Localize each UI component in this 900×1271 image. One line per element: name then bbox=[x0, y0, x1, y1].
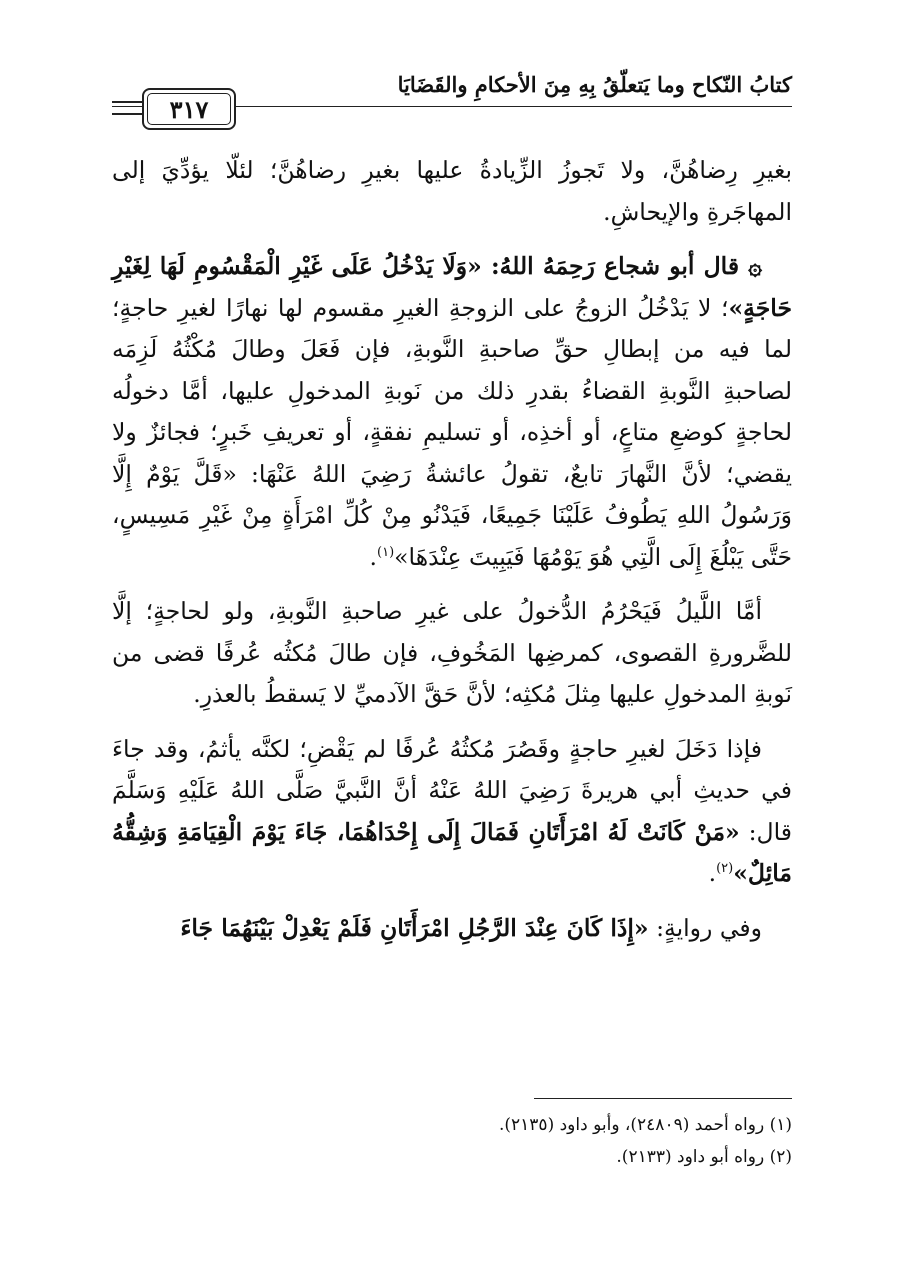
text-segment: بغيرِ رِضاهُنَّ، ولا تَجوزُ الزِّيادةُ عليها بغيرِ رضاهُنَّ؛ لئلّا يؤدِّيَ إلى المهاجَرةِ والإيحاشِ. bbox=[112, 156, 792, 226]
paragraph bbox=[112, 729, 792, 895]
footnote-1: (١) رواه أحمد (٢٤٨٠٩)، وأبو داود (٢١٣٥). bbox=[498, 1115, 792, 1135]
page-number: ٣١٧ bbox=[169, 94, 209, 124]
matn-heading: ۞ قال أبو شجاع رَحِمَهُ اللهُ: «وَلَا يَدْخُلُ عَلَى غَيْرِ الْمَقْسُومِ لَهَا لِغَيْرِ حَاجَةٍ» bbox=[112, 252, 792, 322]
text-segment: . bbox=[708, 859, 717, 887]
text-segment: وفي روايةٍ: bbox=[648, 913, 762, 942]
paragraph bbox=[112, 591, 792, 716]
hadith-quote: «مَنْ كَانَتْ لَهُ امْرَأَتَانِ فَمَالَ إِلَى إِحْدَاهُمَا، جَاءَ يَوْمَ الْقِيَامَةِ وَشِقُّهُ مَائِلٌ» bbox=[112, 817, 792, 887]
footnote-divider bbox=[534, 1098, 792, 1099]
text-segment: ؛ لا يَدْخُلُ الزوجُ على الزوجةِ الغيرِ مقسوم لها نهارًا لغيرِ حاجةٍ؛ لما فيه من إبطالِ حقِّ صاحبةِ النَّوبةِ، فإن فَعَلَ وطالَ مُكْثُهُ لَزِمَه لصاحبةِ النَّوبةِ القضاءُ بقدرِ ذلك من نَوبةِ المدخولِ عليها، أمَّا دخولُه لحاجةٍ كوضعِ متاعٍ، أو أخذِه، أو تسليمِ نفقةٍ، أو تعريفِ خَبرٍ؛ فجائزٌ ولا يقضي؛ لأنَّ النَّهارَ تابعٌ، تقولُ عائشةُ رَضِيَ اللهُ عَنْهَا: «قَلَّ يَوْمٌ إِلَّا وَرَسُولُ اللهِ يَطُوفُ عَلَيْنَا جَمِيعًا، فَيَدْنُو مِنْ كُلِّ امْرَأَةٍ مِنْ غَيْرِ مَسِيسٍ، حَتَّى يَبْلُغَ إِلَى الَّتِي هُوَ يَوْمُهَا فَيَبِيتَ عِنْدَهَا» bbox=[112, 293, 792, 571]
paragraph bbox=[112, 150, 792, 233]
running-title: كتابُ النّكاح وما يَتعلّقُ بِهِ مِنَ الأحكامِ والقَضَايَا bbox=[397, 72, 792, 97]
footnote-ref: (١) bbox=[377, 544, 395, 560]
body-text bbox=[112, 150, 792, 949]
text-segment: فإذا دَخَلَ لغيرِ حاجةٍ وقَصُرَ مُكثُهُ عُرفًا لم يَقْضِ؛ لكنَّه يأثمُ، وقد جاءَ في حديثِ أبي هريرةَ رَضِيَ اللهُ عَنْهُ أنَّ النَّبيَّ صَلَّى اللهُ عَلَيْهِ وَسَلَّمَ قال: bbox=[112, 734, 792, 846]
header-double-rule bbox=[112, 101, 142, 115]
text-segment: أمَّا اللَّيلُ فَيَحْرُمُ الدُّخولُ على غيرِ صاحبةِ النَّوبةِ، ولو لحاجةٍ؛ إلَّا للضَّرورةِ القصوى، كمرضِها المَخُوفِ، فإن طالَ مُكثُه عُرفًا قضى من نَوبةِ المدخولِ عليها مِثلَ مُكثِه؛ لأنَّ حَقَّ الآدميِّ لا يَسقطُ بالعذرِ. bbox=[112, 597, 792, 708]
text-segment: . bbox=[369, 542, 378, 571]
footnote-2: (٢) رواه أبو داود (٢١٣٣). bbox=[616, 1147, 792, 1167]
paragraph bbox=[112, 908, 792, 950]
footnotes bbox=[112, 1109, 792, 1173]
paragraph bbox=[112, 246, 792, 578]
hadith-quote: «إِذَا كَانَ عِنْدَ الرَّجُلِ امْرَأَتَانِ فَلَمْ يَعْدِلْ بَيْنَهُمَا جَاءَ bbox=[180, 913, 649, 942]
page-header bbox=[112, 68, 792, 126]
page-number-frame bbox=[142, 88, 236, 130]
footnote-ref: (٢) bbox=[716, 861, 734, 877]
